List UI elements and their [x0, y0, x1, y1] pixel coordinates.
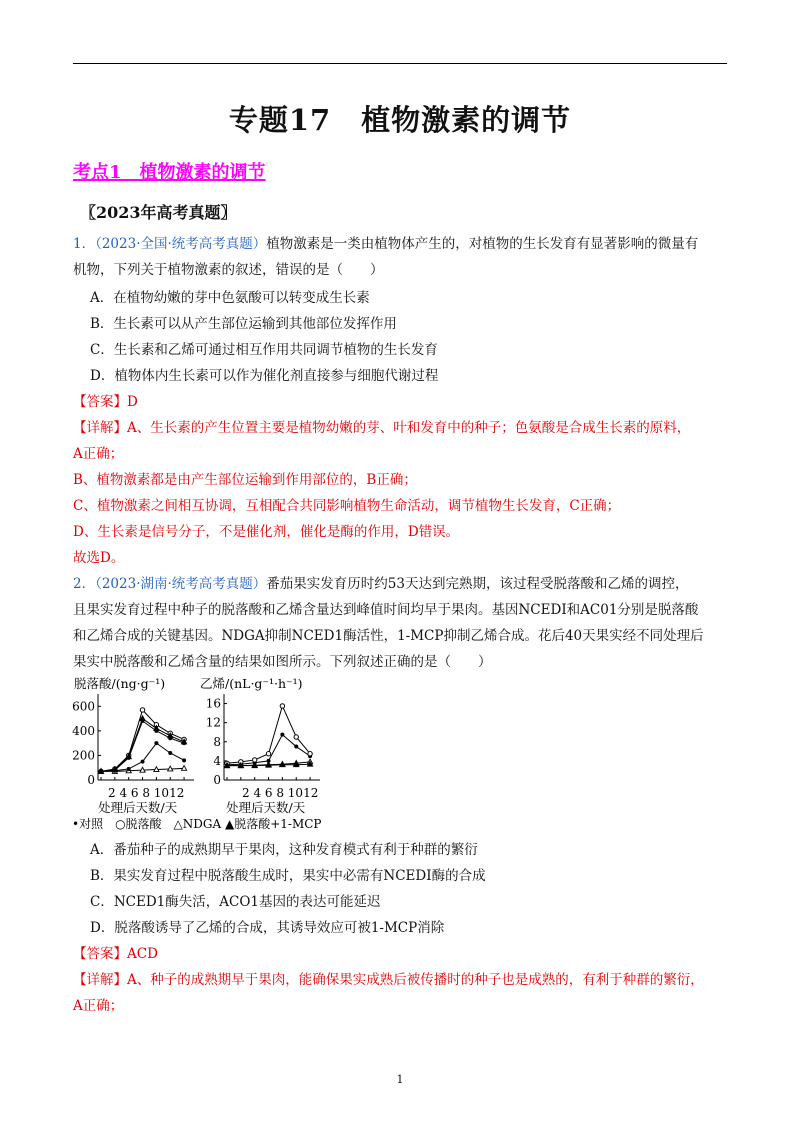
series-line — [101, 721, 184, 771]
hormone-figure — [70, 672, 370, 832]
data-point — [308, 752, 312, 756]
header-rule — [73, 63, 727, 64]
data-point — [280, 733, 284, 737]
hormone-chart-svg — [70, 672, 370, 832]
page-title: 专题17 植物激素的调节 — [228, 103, 572, 137]
q1-answer-value: D — [127, 394, 138, 410]
right-xlabel: 处理后天数/天 — [226, 800, 306, 815]
y-tick-label: 400 — [72, 723, 95, 738]
q1-detail-tag: 【详解】 — [73, 420, 127, 436]
section-heading: 考点1 植物激素的调节 — [73, 162, 266, 183]
left-xlabel: 处理后天数/天 — [98, 800, 178, 815]
q1-detail-line5: D、生长素是信号分子，不是催化剂，催化是酶的作用，D错误。 — [73, 524, 460, 540]
q2-source: （2023·湖南·统考高考真题） — [95, 576, 267, 592]
q2-stem-text1: 番茄果实发育历时约53天达到完熟期，该过程受脱落酸和乙烯的调控， — [266, 576, 689, 592]
q1-detail-line1 — [73, 418, 690, 438]
q2-stem-line2: 且果实发育过程中种子的脱落酸和乙烯含量达到峰值时间均早于果肉。基因NCEDI和AC01分别是脱落酸 — [73, 602, 699, 618]
y-tick-label: 4 — [213, 753, 221, 768]
q1-detail-line4: C、植物激素之间相互协调，互相配合共同影响植物生命活动，调节植物生长发育，C正确； — [73, 498, 621, 514]
q1-answer-tag: 【答案】 — [73, 394, 127, 410]
right-xticks: 2 4 6 8 1012 — [242, 786, 319, 800]
right-ylabel: 乙烯/(nL·g⁻¹·h⁻¹) — [200, 676, 303, 691]
y-tick-label: 600 — [72, 699, 95, 714]
left-xticks: 2 4 6 8 1012 — [108, 786, 185, 800]
data-point — [127, 767, 131, 771]
y-tick-label: 16 — [205, 696, 221, 711]
abscisic-acid-panel — [72, 694, 194, 787]
q1-number: 1． — [73, 236, 96, 252]
data-point — [266, 752, 270, 756]
data-point — [182, 758, 186, 762]
data-point — [140, 708, 144, 712]
q1-detail-line3: B、植物激素都是由产生部位运输到作用部位的，B正确； — [73, 472, 417, 488]
q1-detail-text1: A、生长素的产生位置主要是植物幼嫩的芽、叶和发育中的种子；色氨酸是合成生长素的原料， — [127, 420, 691, 436]
q2-answer — [73, 944, 158, 964]
q2-answer-tag: 【答案】 — [73, 946, 127, 962]
q2-option-b: B．果实发育过程中脱落酸生成时，果实中必需有NCEDI酶的合成 — [90, 868, 486, 884]
data-point — [99, 769, 103, 773]
q1-source: （2023·全国·统考高考真题） — [95, 236, 267, 252]
data-point — [141, 760, 145, 764]
q2-detail-line2: A正确； — [73, 998, 124, 1014]
q2-detail-text1: A、种子的成熟期早于果肉，能确保果实成熟后被传播时的种子也是成熟的，有利于种群的繁衍， — [127, 972, 704, 988]
q2-option-a: A．番茄种子的成熟期早于果肉，这种发育模式有利于种群的繁衍 — [90, 842, 478, 858]
left-ylabel: 脱落酸/(ng·g⁻¹) — [74, 676, 166, 691]
q1-stem-line2: 机物，下列关于植物激素的叙述，错误的是（ ） — [73, 262, 384, 278]
q1-stem-text1: 植物激素是一类由植物体产生的，对植物的生长发育有显著影响的微量有 — [266, 236, 699, 252]
data-point — [113, 769, 117, 773]
data-point — [294, 735, 298, 739]
q2-detail-tag: 【详解】 — [73, 972, 127, 988]
q1-option-b: B．生长素可以从产生部位运输到其他部位发挥作用 — [90, 316, 397, 332]
q2-number: 2． — [73, 576, 96, 592]
data-point — [294, 745, 298, 749]
q2-option-d: D．脱落酸诱导了乙烯的合成，其诱导效应可被1-MCP消除 — [90, 920, 445, 936]
q2-option-c: C．NCED1酶失活，ACO1基因的表达可能延迟 — [90, 894, 381, 910]
y-tick-label: 0 — [213, 773, 221, 787]
q1-stem-line1 — [73, 234, 698, 254]
q1-option-c: C．生长素和乙烯可通过相互作用共同调节植物的生长发育 — [90, 342, 438, 358]
q2-stem-line3: 和乙烯合成的关键基因。NDGA抑制NCED1酶活性，1-MCP抑制乙烯合成。花后40天果实经不同处理后 — [73, 628, 704, 644]
y-tick-label: 12 — [205, 715, 221, 730]
q1-conclusion: 故选D。 — [73, 550, 125, 566]
data-point — [168, 751, 172, 755]
ethylene-panel — [206, 694, 320, 787]
data-point — [154, 741, 158, 745]
q2-stem-line1 — [73, 574, 688, 594]
q2-detail-line1 — [73, 970, 704, 990]
q2-answer-value: ACD — [127, 946, 158, 962]
y-tick-label: 0 — [87, 773, 95, 787]
q2-stem-line4: 果实中脱落酸和乙烯含量的结果如图所示。下列叙述正确的是（ ） — [73, 654, 492, 670]
q1-answer — [73, 392, 138, 412]
year-heading: 〖2023年高考真题〗 — [80, 203, 237, 222]
data-point — [280, 704, 284, 708]
q1-option-d: D．植物体内生长素可以作为催化剂直接参与细胞代谢过程 — [90, 368, 439, 384]
y-tick-label: 8 — [213, 734, 221, 749]
y-tick-label: 200 — [72, 748, 95, 763]
page-number: 1 — [396, 1073, 404, 1086]
q1-detail-line2: A正确； — [73, 446, 124, 462]
figure-legend: •对照 ○脱落酸 △NDGA ▲脱落酸+1-MCP — [72, 817, 322, 831]
q1-option-a: A．在植物幼嫩的芽中色氨酸可以转变成生长素 — [90, 290, 370, 306]
